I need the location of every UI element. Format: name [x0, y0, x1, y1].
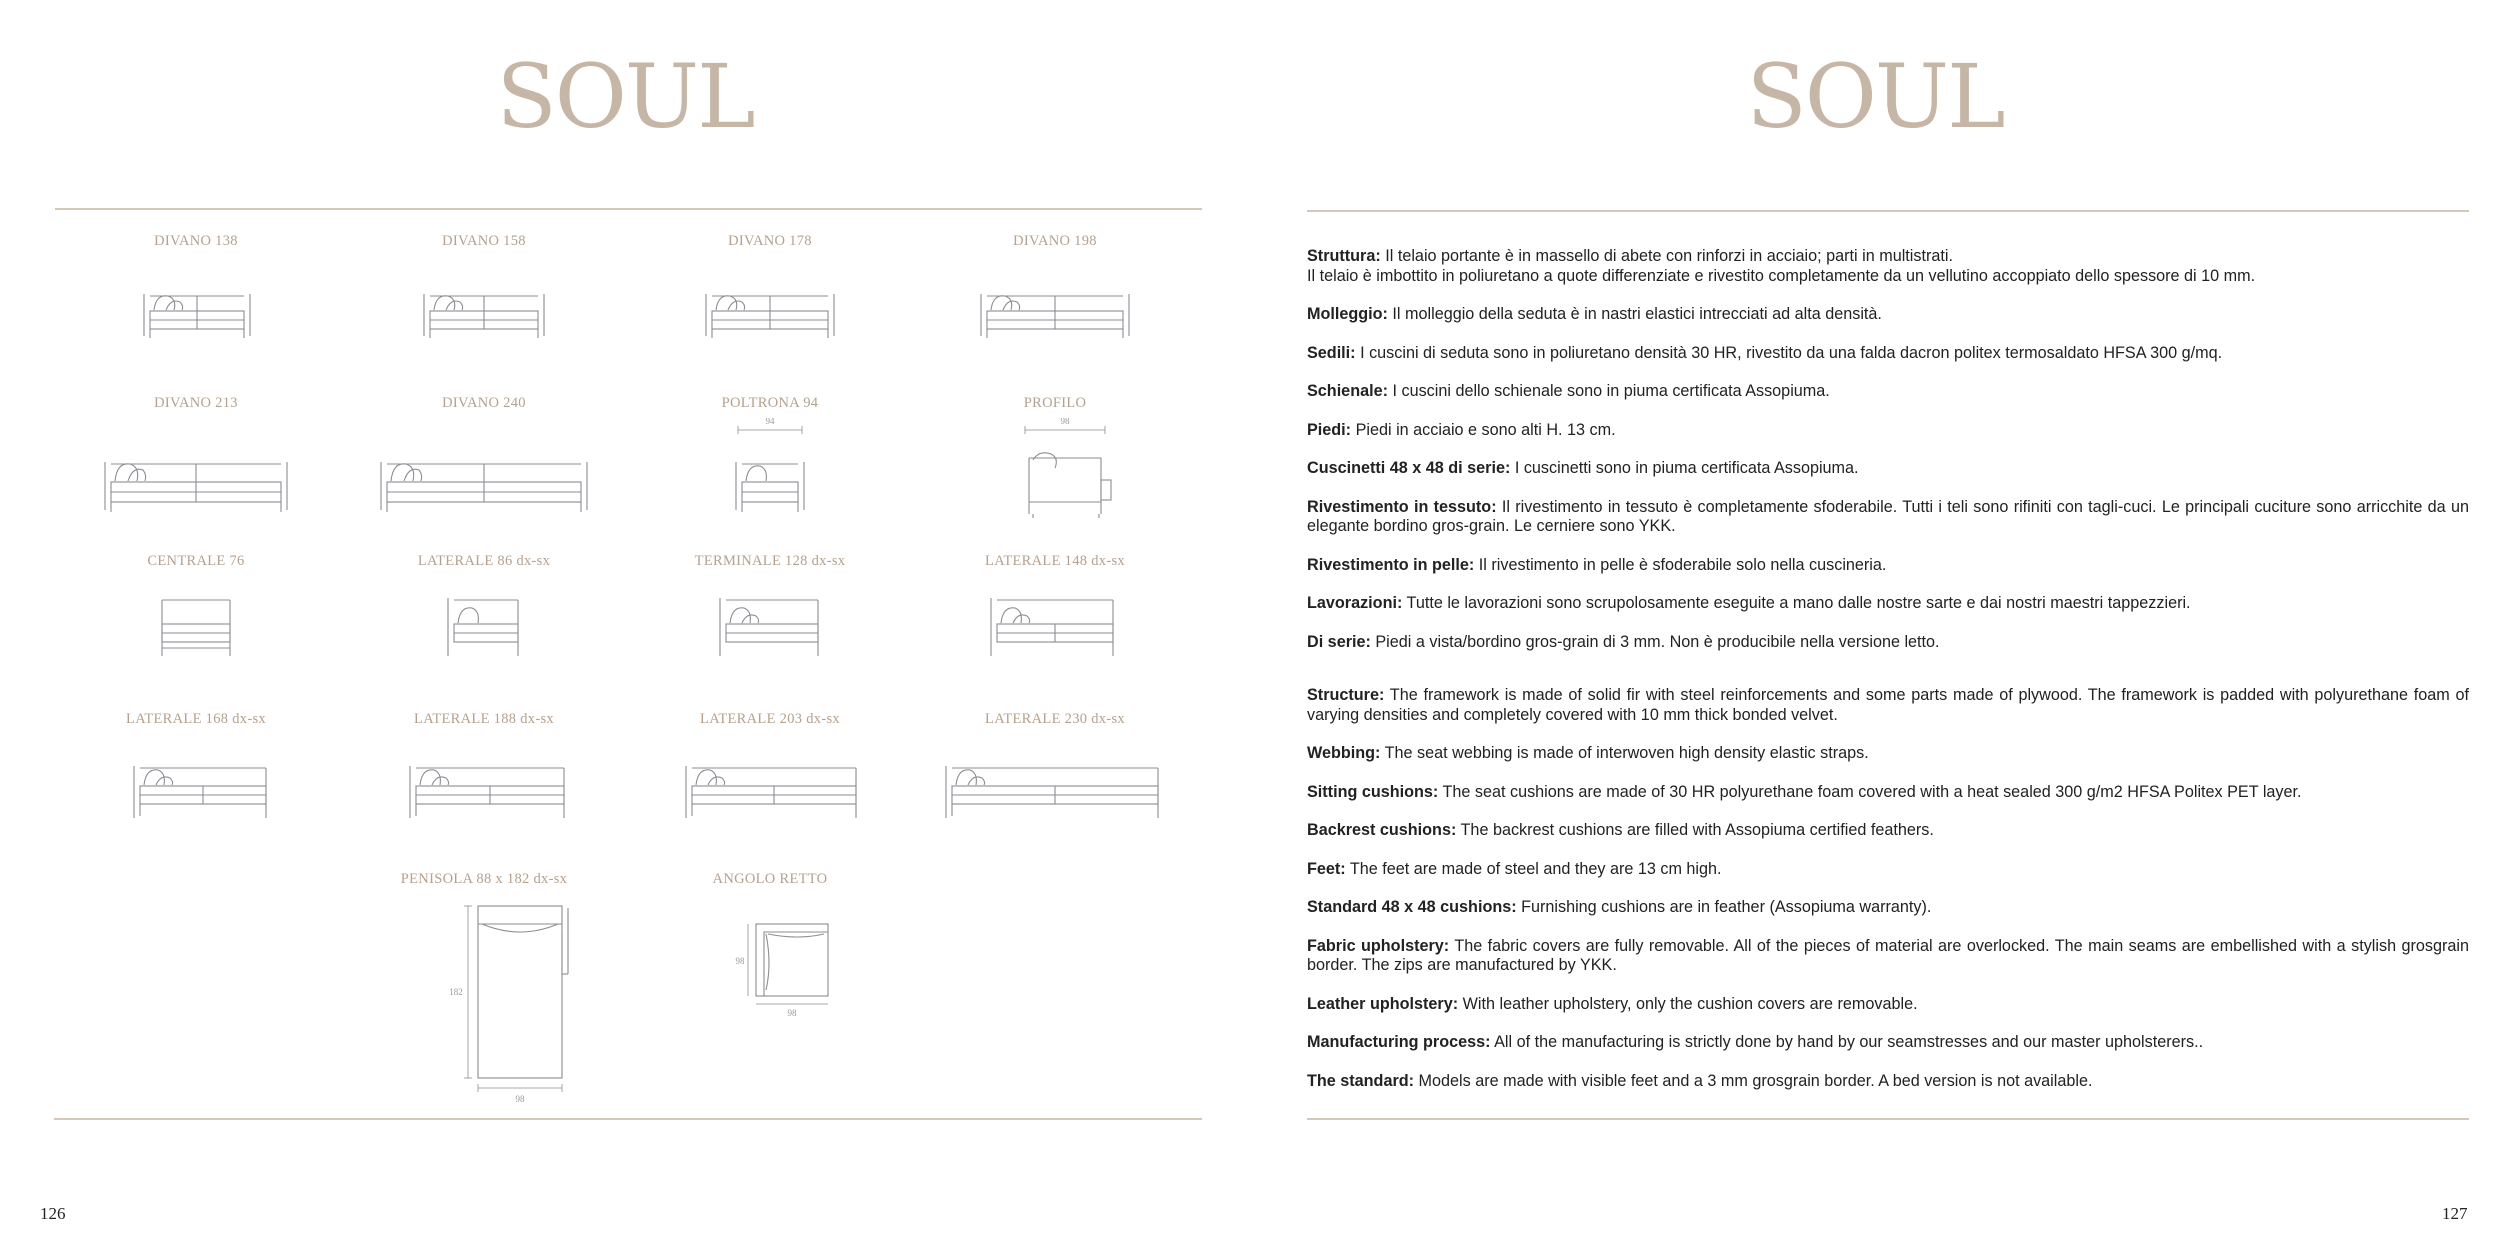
model-label: DIVANO 178: [728, 233, 812, 249]
model-laterale-203: [630, 710, 910, 834]
corner-drawing-icon: [690, 894, 850, 1034]
spec-manufacturing-process: Manufacturing process: All of the manufacturing is strictly done by hand by our seamstresses and our master upholsterers..: [1307, 1033, 2204, 1051]
model-label: DIVANO 158: [442, 233, 526, 249]
model-laterale-148: [915, 552, 1195, 676]
dimension-width-label: 98: [787, 1008, 797, 1018]
top-divider-right: [1307, 210, 2469, 212]
model-label: LATERALE 86 dx-sx: [417, 553, 551, 569]
profile-drawing-icon: [955, 418, 1155, 528]
model-laterale-188: [344, 710, 624, 834]
spec-fabric-upholstery: Fabric upholstery: The fabric covers are fully removable. All of the pieces of material are overlocked. The main seams are embellished with a stylish grosgrain border. The zips are manufactured by YKK.: [1307, 936, 2470, 974]
model-label: LATERALE 148 dx-sx: [985, 553, 1125, 569]
spec-lavorazioni: Lavorazioni: Tutte le lavorazioni sono scrupolosamente eseguite a mano dalle nostre sarte e dai nostri maestri tappezzieri.: [1307, 594, 2191, 612]
spec-di-serie: Di serie: Piedi a vista/bordino gros-grain di 3 mm. Non è producibile nella versione letto.: [1307, 632, 1940, 651]
sofa-drawing-icon: [690, 256, 850, 356]
sofa-drawing-icon: [116, 256, 276, 356]
spec-rivestimento-tessuto: Rivestimento in tessuto: Il rivestimento in tessuto è completamente sfoderabile. Tutti i teli sono rifiniti con tagli-cuci. Le principali cuciture sono arricchite da un elegante bordino gros-grain. Le cerniere sono YKK.: [1307, 497, 2469, 535]
spec-rivestimento-pelle: Rivestimento in pelle: Il rivestimento in pelle è sfoderabile solo nella cuscineria.: [1307, 555, 1887, 574]
sofa-drawing-icon: [369, 418, 599, 528]
spec-schienale: Schienale: I cuscini dello schienale sono in piuma certificata Assopiuma.: [1307, 382, 1830, 400]
model-label: CENTRALE 76: [147, 553, 245, 569]
model-divano-198: [915, 232, 1195, 356]
model-label: ANGOLO RETTO: [712, 871, 828, 887]
page-number-right: 127: [2442, 1204, 2468, 1223]
model-divano-178: [630, 232, 910, 356]
module-drawing-icon: [384, 734, 584, 834]
model-terminale-128: [630, 552, 910, 676]
spec-feet: Feet: The feet are made of steel and they are 13 cm high.: [1307, 859, 1722, 878]
dimension-label: 98: [1060, 418, 1070, 426]
spec-structure: Structure: The framework is made of solid fir with steel reinforcements and some parts made of plywood. The framework is padded with polyurethane foam of varying densities and completely covered with 10 mm thick bonded velvet.: [1307, 686, 2469, 724]
model-divano-138: [56, 232, 336, 356]
model-poltrona-94: [630, 394, 910, 528]
model-divano-240: [344, 394, 624, 528]
module-drawing-icon: [690, 576, 850, 676]
model-profilo: [915, 394, 1195, 528]
spec-the-standard: The standard: Models are made with visible feet and a 3 mm grosgrain border. A bed version is not available.: [1307, 1071, 2093, 1090]
module-drawing-icon: [116, 576, 276, 676]
dimension-depth-label: 98: [735, 956, 745, 966]
model-label: PROFILO: [1023, 395, 1087, 411]
model-label: LATERALE 203 dx-sx: [700, 711, 840, 727]
model-label: PENISOLA 88 x 182 dx-sx: [400, 871, 568, 887]
model-label: DIVANO 213: [154, 395, 238, 411]
model-label: POLTRONA 94: [721, 395, 819, 411]
model-label: DIVANO 138: [154, 233, 238, 249]
chaise-drawing-icon: [384, 894, 584, 1114]
module-drawing-icon: [96, 734, 296, 834]
model-angolo-retto: [630, 870, 910, 1034]
language-separator: [1307, 671, 2469, 686]
model-label: LATERALE 168 dx-sx: [126, 711, 266, 727]
model-divano-158: [344, 232, 624, 356]
model-divano-213: [56, 394, 336, 528]
module-drawing-icon: [955, 576, 1155, 676]
spec-webbing: Webbing: The seat webbing is made of interwoven high density elastic straps.: [1307, 744, 1869, 762]
model-laterale-230: [915, 710, 1195, 834]
bottom-divider-right: [1307, 1118, 2469, 1120]
module-drawing-icon: [404, 576, 564, 676]
model-laterale-168: [56, 710, 336, 834]
sofa-drawing-icon: [86, 418, 306, 528]
specifications-text: [1307, 247, 2469, 1110]
dimension-width-label: 98: [515, 1094, 525, 1104]
model-label: LATERALE 188 dx-sx: [414, 711, 554, 727]
spec-struttura: Struttura: Il telaio portante è in massello di abete con rinforzi in acciaio; parti in multistrati. Il telaio è imbottito in poliuretano a quote differenziate e rivestito completamente da un vellutino accoppiato dello spessore di 10 mm.: [1307, 247, 2256, 285]
spec-leather-upholstery: Leather upholstery: With leather upholstery, only the cushion covers are removable.: [1307, 994, 1918, 1013]
page-title-left: SOUL: [496, 45, 754, 148]
model-label: DIVANO 198: [1013, 233, 1097, 249]
model-label: DIVANO 240: [442, 395, 526, 411]
sofa-drawing-icon: [955, 256, 1155, 356]
spec-molleggio: Molleggio: Il molleggio della seduta è in nastri elastici intrecciati ad alta densità.: [1307, 305, 1882, 323]
module-drawing-icon: [930, 734, 1180, 834]
model-laterale-86: [344, 552, 624, 676]
bottom-divider-left: [54, 1118, 1202, 1120]
armchair-drawing-icon: [690, 418, 850, 528]
model-label: LATERALE 230 dx-sx: [985, 711, 1125, 727]
spec-sitting-cushions: Sitting cushions: The seat cushions are made of 30 HR polyurethane foam covered with a heat sealed 300 g/m2 HFSA Politex PET layer.: [1307, 782, 2302, 801]
model-centrale-76: [56, 552, 336, 676]
spec-cuscinetti: Cuscinetti 48 x 48 di serie: I cuscinetti sono in piuma certificata Assopiuma.: [1307, 459, 1859, 477]
spec-sedili: Sedili: I cuscini di seduta sono in poliuretano densità 30 HR, rivestito da una falda dacron politex termosaldato HFSA 300 g/mq.: [1307, 343, 2223, 362]
top-divider-left: [55, 208, 1202, 210]
sofa-drawing-icon: [404, 256, 564, 356]
spec-backrest-cushions: Backrest cushions: The backrest cushions are filled with Assopiuma certified feathers.: [1307, 821, 1934, 839]
module-drawing-icon: [660, 734, 880, 834]
page-title-right: SOUL: [1746, 45, 2004, 148]
model-label: TERMINALE 128 dx-sx: [694, 553, 846, 569]
model-penisola: [344, 870, 624, 1114]
page-number-left: 126: [40, 1204, 66, 1223]
dimension-label: 94: [765, 418, 775, 426]
right-page: [1250, 0, 2500, 1250]
spec-standard-cushions: Standard 48 x 48 cushions: Furnishing cushions are in feather (Assopiuma warranty).: [1307, 898, 1932, 916]
spec-piedi: Piedi: Piedi in acciaio e sono alti H. 13 cm.: [1307, 420, 1616, 439]
dimension-depth-label: 182: [449, 987, 463, 997]
